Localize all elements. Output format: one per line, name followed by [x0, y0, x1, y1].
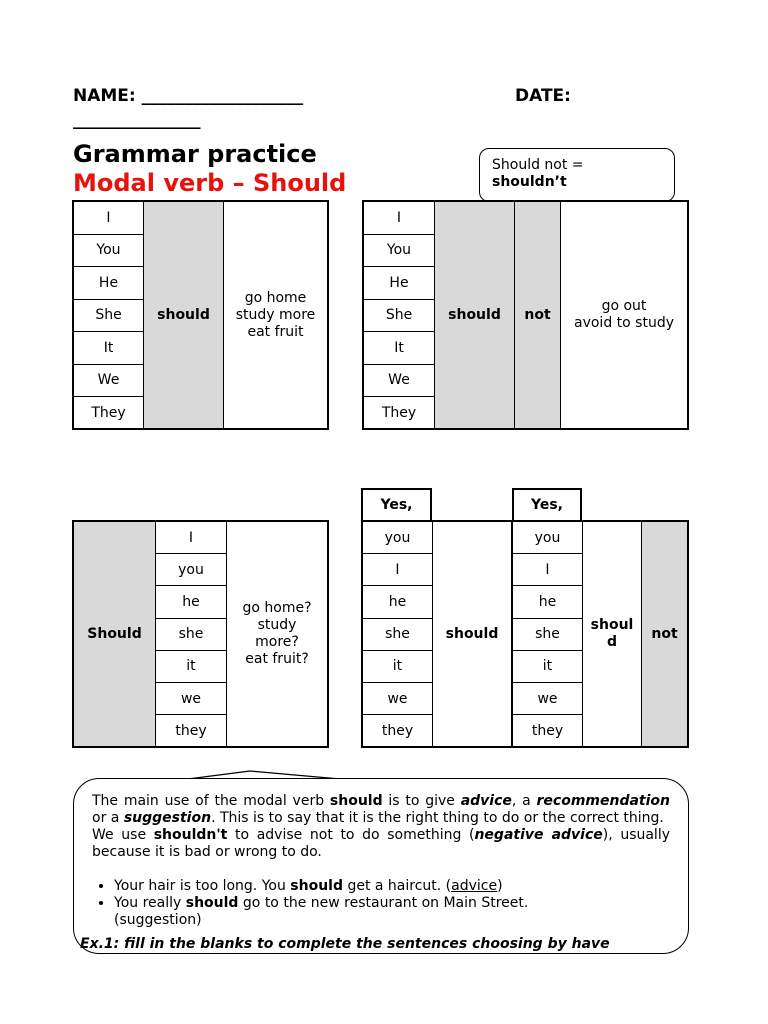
examples-list — [92, 878, 670, 929]
text-span: should — [185, 895, 239, 911]
list-item — [114, 895, 670, 929]
pronoun-cell: He — [364, 267, 434, 300]
pronoun-cell: they — [175, 722, 207, 739]
page-subtitle: Modal verb – Should — [73, 169, 347, 197]
table-affirmative — [72, 200, 329, 430]
pronoun-cell: You — [364, 235, 434, 268]
explanation-paragraph-2 — [92, 827, 670, 861]
callout-line-1: Should not = — [492, 157, 584, 173]
text-span: You really — [114, 895, 186, 911]
date-field-label: DATE: — [515, 86, 571, 106]
table-short-answers — [361, 520, 689, 748]
example-item: eat fruit? — [245, 651, 309, 667]
example-item: go out — [601, 298, 647, 314]
pronoun-cell: you — [156, 554, 226, 586]
name-field-label: NAME: ___________________ — [73, 86, 304, 106]
text-span: negative advice — [474, 827, 603, 843]
pronoun-cell: it — [363, 651, 432, 683]
modal-text: shoul — [590, 617, 634, 633]
example-item: go home — [244, 289, 307, 306]
pronoun-cell: they — [381, 722, 414, 739]
text-span: should — [290, 878, 344, 894]
pronoun-cell: it — [513, 651, 582, 683]
example-item: eat fruit — [247, 323, 304, 340]
exercise-1-instruction: Ex.1: fill in the blanks to complete the sentences choosing by have — [80, 936, 610, 952]
list-item — [114, 878, 670, 895]
text-span: (suggestion) — [114, 912, 202, 928]
text-span: or a — [92, 810, 124, 826]
table-negative — [362, 200, 689, 430]
pronoun-cell: it — [156, 651, 226, 683]
short-answer-heading-second: Yes, — [512, 488, 582, 522]
pronoun-cell: he — [156, 586, 226, 618]
example-item: study — [257, 617, 297, 633]
pronoun-cell: you — [363, 522, 432, 554]
text-span: shouldn't — [153, 827, 228, 843]
text-span: suggestion — [123, 810, 212, 826]
pronoun-cell: we — [513, 683, 582, 715]
text-span: get a haircut. ( — [343, 878, 452, 894]
examples-cell — [224, 202, 327, 428]
pronoun-cell: I — [363, 554, 432, 586]
pronoun-cell: we — [156, 683, 226, 715]
pronoun-cell: I — [156, 522, 226, 554]
text-span: should — [329, 793, 383, 809]
example-item: avoid to study — [574, 315, 674, 331]
text-span: ), usually because it is bad or wrong to do. — [92, 827, 671, 860]
text-span: . This is to say that it is the right thing to do or the correct thing. — [211, 810, 664, 826]
text-span: is to give — [382, 793, 461, 809]
example-item: go home? — [242, 600, 312, 616]
explanation-box — [73, 778, 689, 954]
pronoun-cell: she — [513, 619, 582, 651]
pronoun-cell: You — [74, 235, 143, 268]
pronoun-cell: you — [513, 522, 582, 554]
pronoun-cell: she — [156, 619, 226, 651]
short-answer-heading-yes: Yes, — [361, 488, 432, 522]
modal-cell: should — [143, 202, 224, 428]
contraction-callout — [479, 148, 675, 202]
modal-cell: Should — [74, 522, 156, 746]
pronoun-cell: They — [381, 404, 417, 421]
example-item: more? — [255, 634, 299, 650]
pronoun-cell: She — [74, 300, 143, 333]
modal-text: d — [606, 634, 618, 650]
date-field-line: _______________ — [73, 110, 201, 130]
explanation-paragraph-1 — [92, 793, 670, 827]
pronoun-cell: he — [513, 586, 582, 618]
pronoun-cell: It — [74, 332, 143, 365]
pronoun-cell: they — [531, 722, 564, 739]
pronoun-cell: he — [363, 586, 432, 618]
text-span: The main use of the modal verb — [92, 793, 330, 809]
negation-cell: not — [642, 522, 687, 746]
pronoun-cell: we — [363, 683, 432, 715]
page-title: Grammar practice — [73, 140, 317, 168]
examples-cell — [226, 522, 327, 746]
text-span: to advise not to do something ( — [227, 827, 475, 843]
pronoun-cell: We — [74, 365, 143, 398]
pronoun-cell: They — [91, 404, 126, 421]
pronoun-cell: We — [364, 365, 434, 398]
text-span: ) — [497, 878, 503, 894]
text-span: advice — [460, 793, 512, 809]
text-span: Your hair is too long. You — [114, 878, 291, 894]
pronoun-cell: I — [74, 202, 143, 235]
text-span: We use — [92, 827, 154, 843]
modal-cell: should — [434, 202, 515, 428]
pronoun-cell: He — [74, 267, 143, 300]
callout-line-2: shouldn’t — [492, 174, 567, 190]
modal-cell-no — [582, 522, 642, 746]
pronoun-cell: I — [513, 554, 582, 586]
pronoun-cell: she — [363, 619, 432, 651]
modal-cell-yes: should — [432, 522, 513, 746]
examples-cell — [561, 202, 687, 428]
pronoun-cell: I — [364, 202, 434, 235]
pronoun-cell: It — [364, 332, 434, 365]
table-question — [72, 520, 329, 748]
negation-cell: not — [515, 202, 561, 428]
text-span: recommendation — [536, 793, 670, 809]
text-span: , a — [511, 793, 537, 809]
pronoun-cell: She — [364, 300, 434, 333]
text-span: advice — [451, 878, 498, 894]
example-item: study more — [235, 306, 316, 323]
text-span: go to the new restaurant on Main Street. — [238, 895, 529, 911]
